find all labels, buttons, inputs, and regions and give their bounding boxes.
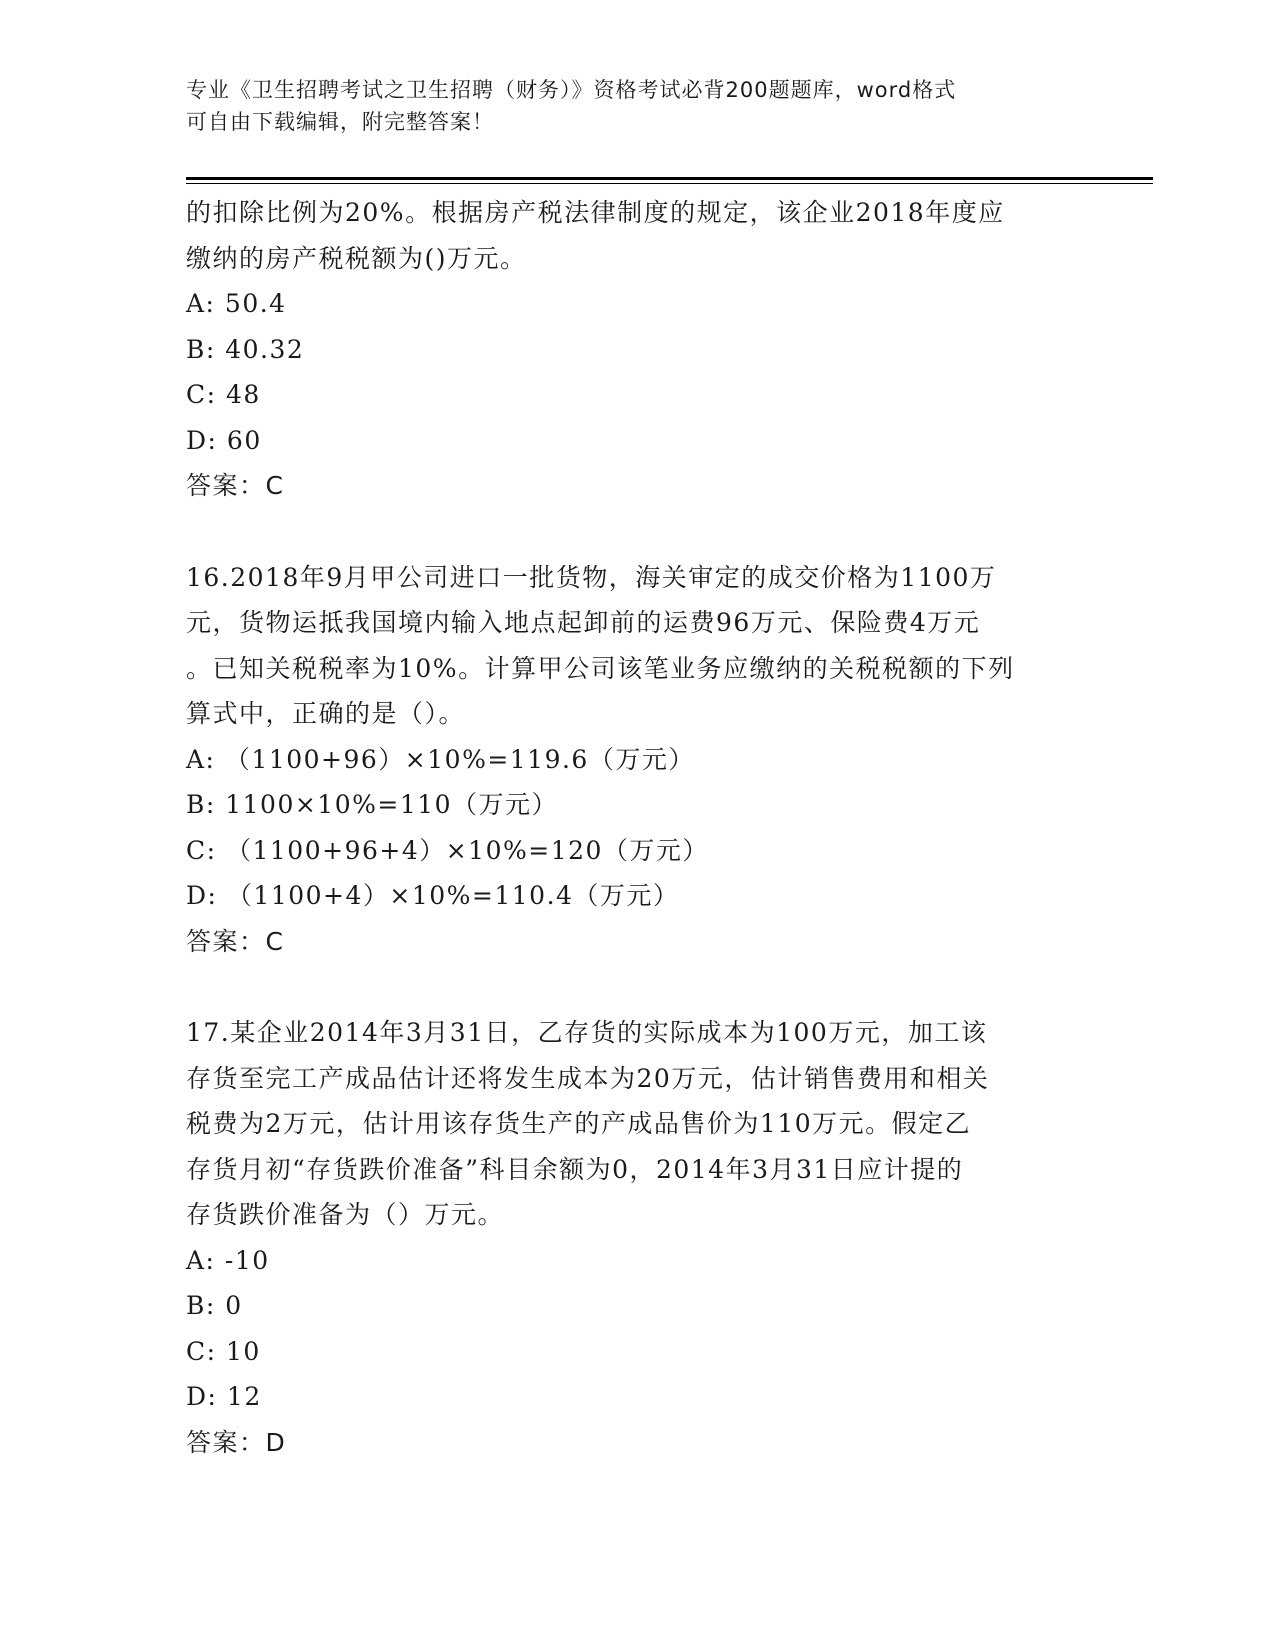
question-block-17 xyxy=(186,1010,1086,1465)
question-spacer xyxy=(186,964,1086,1010)
option-b: B: 1100×10%=110（万元） xyxy=(186,790,559,819)
answer-line: 答案：D xyxy=(186,1427,287,1457)
option-c: C: 48 xyxy=(186,380,261,409)
question-content xyxy=(186,190,1086,1465)
question-text-line: 缴纳的房产税税额为()万元。 xyxy=(186,243,527,273)
question-text-line: 存货至完工产成品估计还将发生成本为20万元，估计销售费用和相关 xyxy=(186,1063,990,1093)
question-text-line: 税费为2万元，估计用该存货生产的产成品售价为110万元。假定乙 xyxy=(186,1109,972,1138)
question-text-line: 存货月初“存货跌价准备”科目余额为0，2014年3月31日应计提的 xyxy=(186,1154,964,1184)
option-c: C: 10 xyxy=(186,1336,261,1366)
answer-line: 答案：C xyxy=(186,926,285,956)
option-a: A: 50.4 xyxy=(186,289,287,318)
option-a: A: -10 xyxy=(186,1245,270,1275)
question-text-line: 元，货物运抵我国境内输入地点起卸前的运费96万元、保险费4万元 xyxy=(186,608,981,637)
question-text-line: 算式中，正确的是（）。 xyxy=(186,699,466,728)
header-line-1: 专业《卫生招聘考试之卫生招聘（财务）》资格考试必背200题题库，word格式 xyxy=(186,78,957,102)
question-text-line: 16.2018年9月甲公司进口一批货物，海关审定的成交价格为1100万 xyxy=(186,562,997,592)
answer-line: 答案：C xyxy=(186,471,285,500)
option-b: B: 0 xyxy=(186,1291,243,1320)
document-header xyxy=(186,74,1086,138)
question-text-line: 存货跌价准备为（）万元。 xyxy=(186,1200,505,1229)
header-line-2: 可自由下载编辑，附完整答案！ xyxy=(186,110,494,134)
header-divider-thick xyxy=(186,177,1153,180)
option-d: D: （1100+4）×10%=110.4（万元） xyxy=(186,881,680,910)
question-block-15 xyxy=(186,190,1086,509)
option-b: B: 40.32 xyxy=(186,334,305,364)
option-c: C: （1100+96+4）×10%=120（万元） xyxy=(186,835,709,865)
question-spacer xyxy=(186,509,1086,555)
option-d: D: 60 xyxy=(186,425,262,455)
question-text-line: 的扣除比例为20%。根据房产税法律制度的规定，该企业2018年度应 xyxy=(186,198,1005,227)
header-divider-thin xyxy=(186,183,1153,184)
question-text-line: 。已知关税税率为10%。计算甲公司该笔业务应缴纳的关税税额的下列 xyxy=(186,653,1015,683)
question-block-16 xyxy=(186,555,1086,965)
option-d: D: 12 xyxy=(186,1382,262,1411)
option-a: A: （1100+96）×10%=119.6（万元） xyxy=(186,744,695,774)
question-text-line: 17.某企业2014年3月31日，乙存货的实际成本为100万元，加工该 xyxy=(186,1018,988,1047)
